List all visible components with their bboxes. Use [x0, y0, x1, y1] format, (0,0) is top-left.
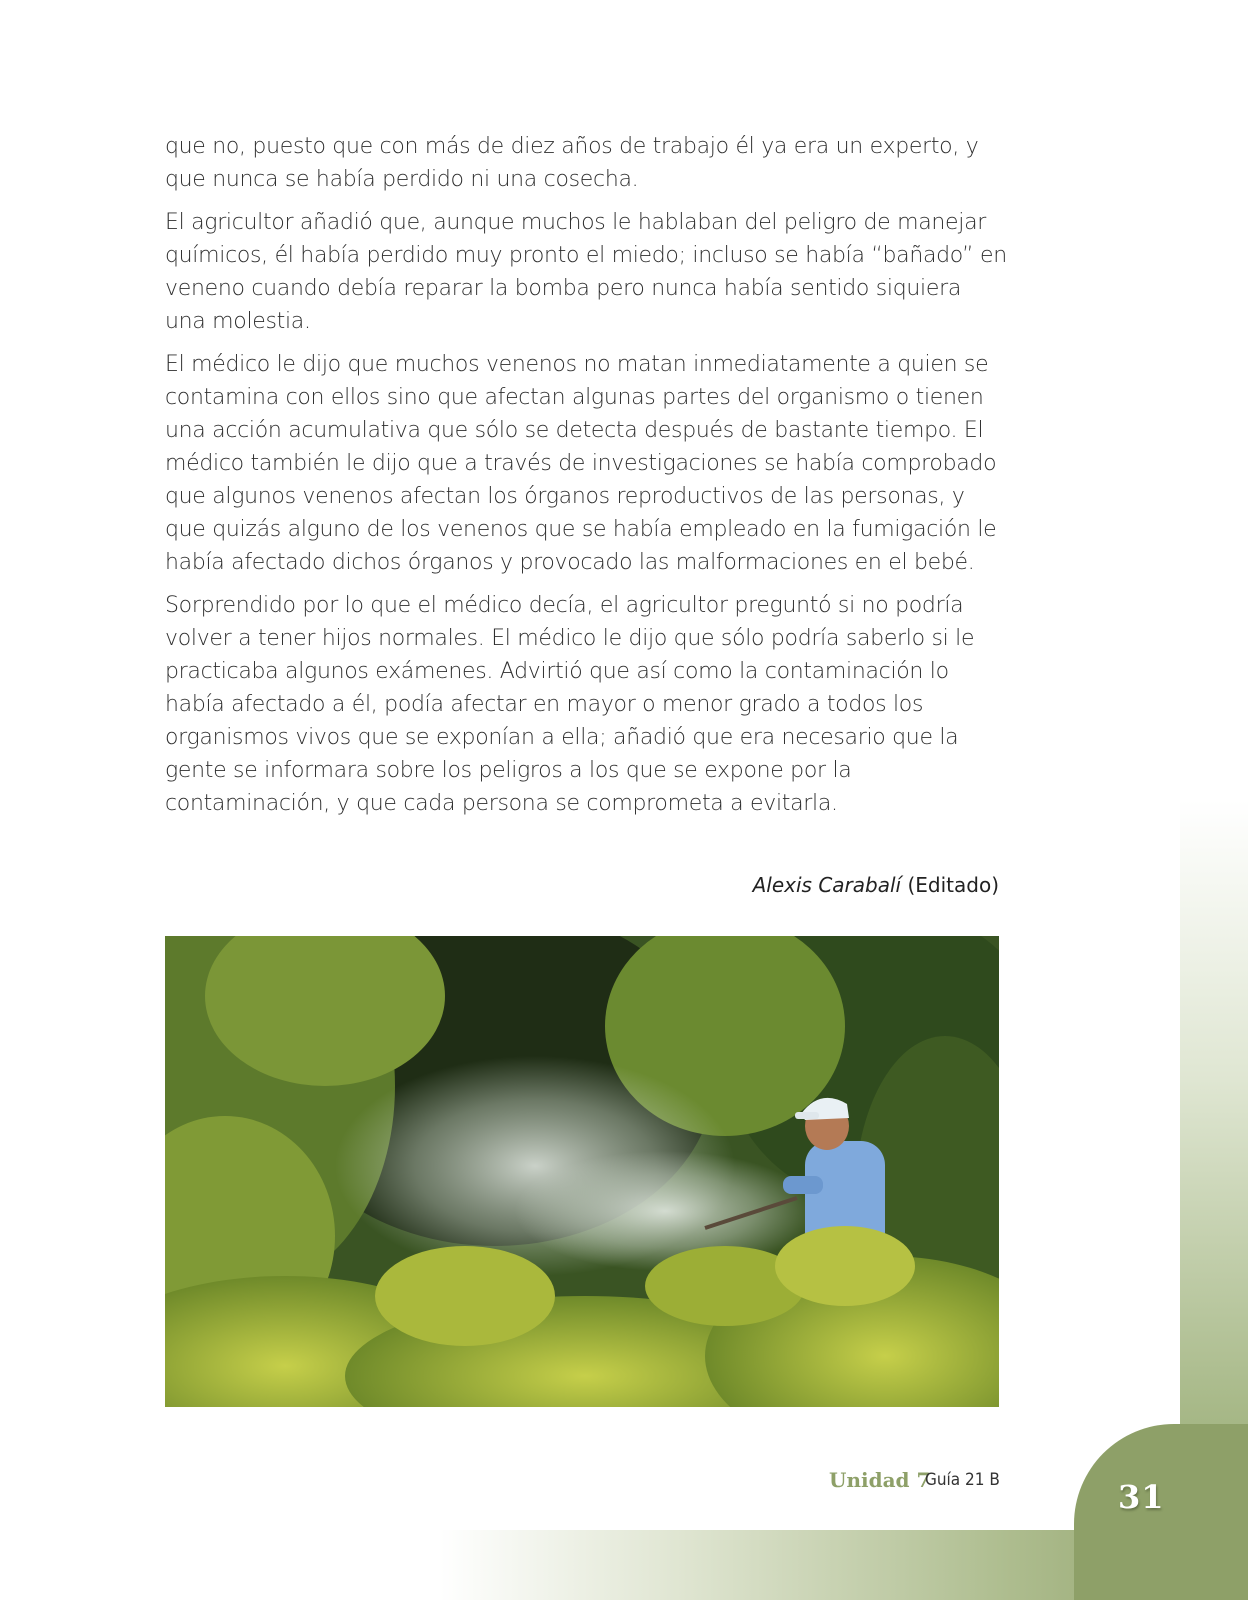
page-number: 31 — [1118, 1478, 1165, 1516]
paragraph-2: El agricultor añadió que, aunque muchos le hablaban del peligro de manejar químicos, él había perdido muy pronto el miedo; incluso se había “bañado” en veneno cuando debía reparar la bomba pero nunca había sentido siquiera una molestia. — [165, 210, 1007, 334]
edited-note: (Editado) — [907, 873, 999, 897]
story-text — [165, 130, 1007, 830]
attribution — [753, 873, 999, 897]
author-name: Alexis Carabalí — [752, 873, 902, 897]
paragraph-1: que no, puesto que con más de diez años de trabajo él ya era un experto, y que nunca se había perdido ni una cosecha. — [165, 134, 979, 192]
paragraph-3: El médico le dijo que muchos venenos no matan inmediatamente a quien se contamina con ellos sino que afectan algunas partes del organismo o tienen una acción acumulativa que sólo se detecta después de bastante tiempo. El médico también le dijo que a través de investigaciones se había comprobado que algunos venenos afectan los órganos reproductivos de las personas, y que quizás alguno de los venenos que se había empleado en la fumigación le había afectado dichos órganos y provocado las malformaciones en el bebé. — [165, 352, 997, 575]
unit-label: Unidad 7 — [829, 1468, 931, 1492]
paragraph-4: Sorprendido por lo que el médico decía, el agricultor preguntó si no podría volver a tener hijos normales. El médico le dijo que sólo podría saberlo si le practicaba algunos exámenes. Advirtió que así como la contaminación lo había afectado a él, podía afectar en mayor o menor grado a todos los organismos vivos que se exponían a ella; añadió que era necesario que la gente se informara sobre los peligros a los que se expone por la contaminación, y que cada persona se comprometa a evitarla. — [165, 593, 975, 816]
guide-label: Guía 21 B — [925, 1470, 1000, 1490]
farmer-spraying-photo — [165, 936, 999, 1407]
